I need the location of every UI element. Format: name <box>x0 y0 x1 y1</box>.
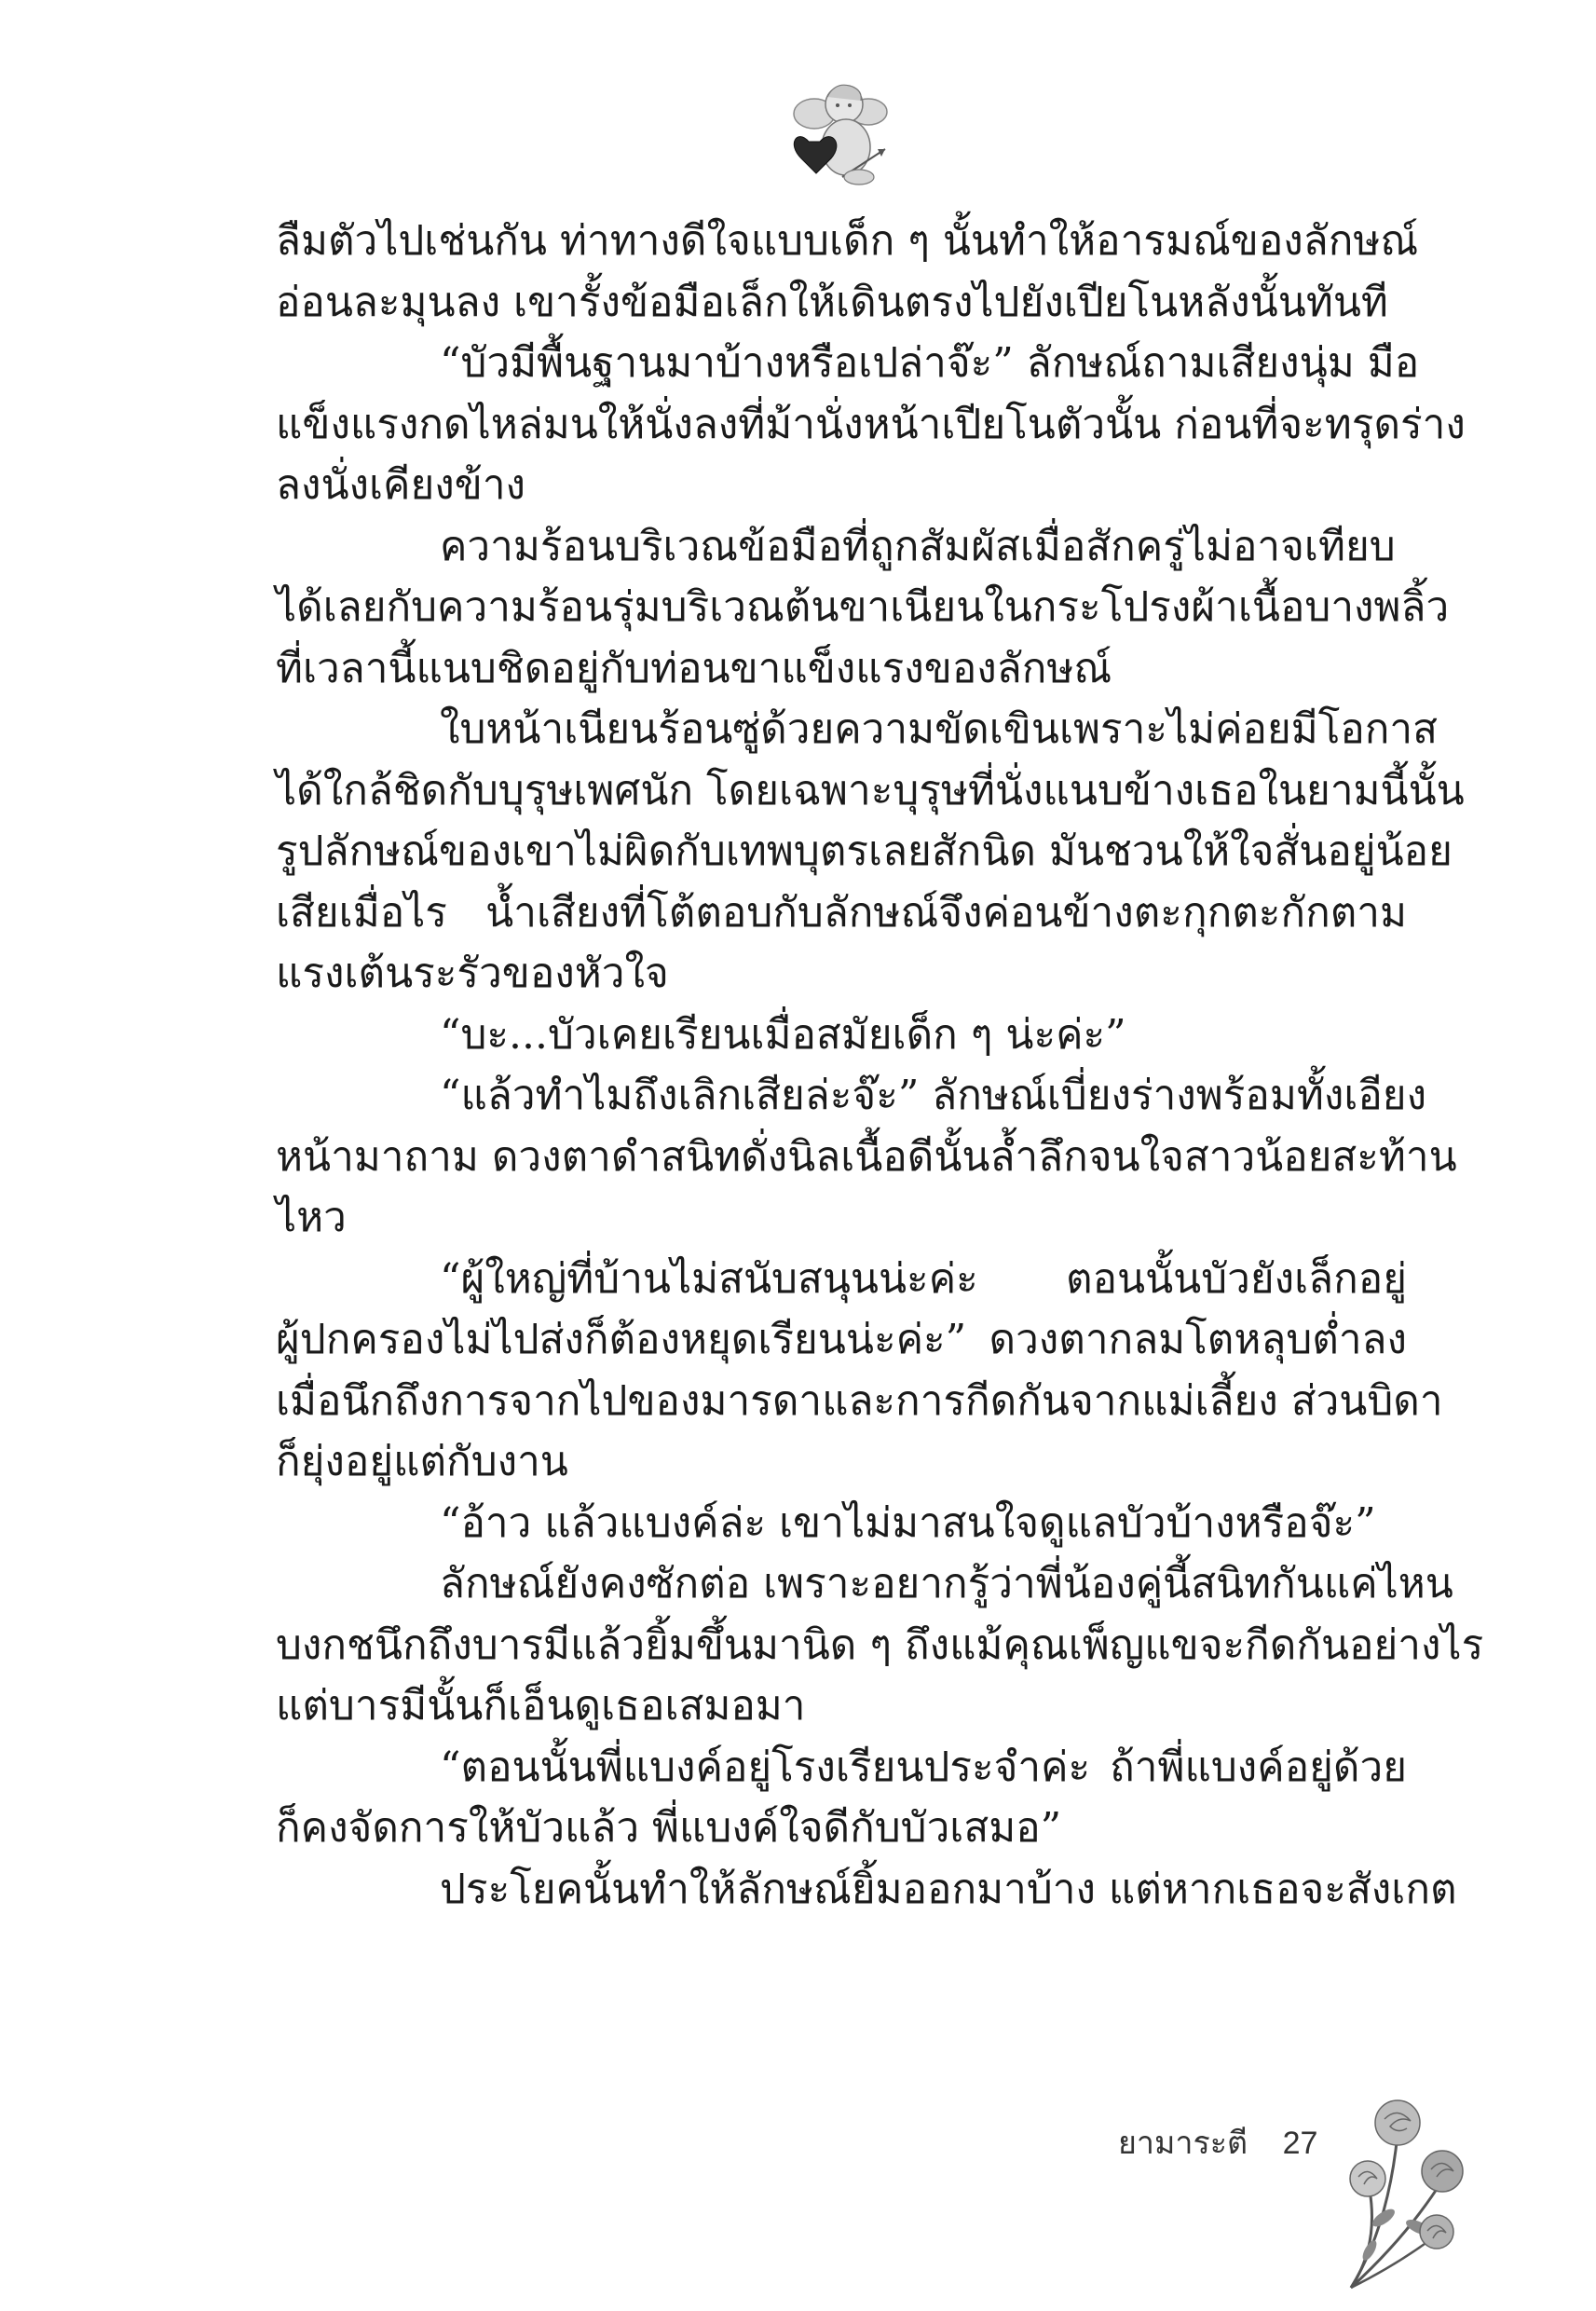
text-line: ไหว <box>276 1194 347 1241</box>
text-line: ลืมตัวไปเช่นกัน ท่าทางดีใจแบบเด็ก ๆ นั้นทำให้อารมณ์ของลักษณ์ <box>276 217 1419 265</box>
text-line: เมื่อนึกถึงการจากไปของมารดาและการกีดกันจากแม่เลี้ยง ส่วนบิดา <box>276 1376 1443 1425</box>
text-line: “บะ...บัวเคยเรียนเมื่อสมัยเด็ก ๆ น่ะค่ะ” <box>440 1010 1126 1059</box>
text-line: รูปลักษณ์ของเขาไม่ผิดกับเทพบุตรเลยสักนิด มันชวนให้ใจสั่นอยู่น้อย <box>276 827 1453 875</box>
text-line: ลักษณ์ยังคงซักต่อ เพราะอยากรู้ว่าพี่น้องคู่นี้สนิทกันแค่ไหน <box>440 1560 1453 1607</box>
text-line: ก็คงจัดการให้บัวแล้ว พี่แบงค์ใจดีกับบัวเสมอ” <box>276 1804 1062 1852</box>
text-line: อ่อนละมุนลง เขารั้งข้อมือเล็กให้เดินตรงไปยังเปียโนหลังนั้นทันที <box>276 278 1388 326</box>
text-line: แต่บารมีนั้นก็เอ็นดูเธอเสมอมา <box>276 1682 806 1730</box>
text-line: ใบหน้าเนียนร้อนซู่ด้วยความขัดเขินเพราะไม่ค่อยมีโอกาส <box>440 705 1438 753</box>
roses-icon <box>1332 2078 1472 2292</box>
book-title: ยามาระตี <box>1118 2126 1248 2161</box>
page-footer <box>1118 2115 1317 2171</box>
text-line: “แล้วทำไมถึงเลิกเสียล่ะจ๊ะ” ลักษณ์เบี่ยงร่างพร้อมทั้งเอียง <box>440 1072 1427 1119</box>
text-line: “ผู้ใหญ่ที่บ้านไม่สนับสนุนน่ะค่ะ ตอนนั้นบัวยังเล็กอยู่ <box>440 1254 1407 1303</box>
text-line: ผู้ปกครองไม่ไปส่งก็ต้องหยุดเรียนน่ะค่ะ” ดวงตากลมโตหลุบต่ำลง <box>276 1316 1407 1363</box>
text-line: แรงเต้นระรัวของหัวใจ <box>276 950 669 997</box>
text-line: ประโยคนั้นทำให้ลักษณ์ยิ้มออกมาบ้าง แต่หากเธอจะสังเกต <box>440 1865 1457 1913</box>
text-line: “บัวมีพื้นฐานมาบ้างหรือเปล่าจ๊ะ” ลักษณ์ถามเสียงนุ่ม มือ <box>440 339 1420 387</box>
text-line: หน้ามาถาม ดวงตาดำสนิทดั่งนิลเนื้อดีนั้นล้ำลึกจนใจสาวน้อยสะท้าน <box>276 1132 1457 1181</box>
text-line: ก็ยุ่งอยู่แต่กับงาน <box>276 1438 568 1485</box>
page-number: 27 <box>1282 2126 1318 2161</box>
text-line: เสียเมื่อไร น้ำเสียงที่โต้ตอบกับลักษณ์จึงค่อนข้างตะกุกตะกักตาม <box>276 888 1407 937</box>
body-text <box>276 211 1484 1920</box>
text-line: ที่เวลานี้แนบชิดอยู่กับท่อนขาแข็งแรงของลักษณ์ <box>276 644 1112 692</box>
text-line: “อ้าว แล้วแบงค์ล่ะ เขาไม่มาสนใจดูแลบัวบ้างหรือจ๊ะ” <box>440 1498 1376 1547</box>
text-line: ลงนั่งเคียงข้าง <box>276 461 526 509</box>
cherub-with-heart-icon <box>788 76 893 188</box>
text-line: ได้ใกล้ชิดกับบุรุษเพศนัก โดยเฉพาะบุรุษที่นั่งแนบข้างเธอในยามนี้นั้น <box>276 766 1465 814</box>
text-line: ความร้อนบริเวณข้อมือที่ถูกสัมผัสเมื่อสักครู่ไม่อาจเทียบ <box>440 522 1396 570</box>
text-line: บงกชนึกถึงบารมีแล้วยิ้มขึ้นมานิด ๆ ถึงแม้คุณเพ็ญแขจะกีดกันอย่างไร <box>276 1620 1484 1669</box>
text-line: แข็งแรงกดไหล่มนให้นั่งลงที่ม้านั่งหน้าเปียโนตัวนั้น ก่อนที่จะทรุดร่าง <box>276 400 1466 448</box>
text-line: “ตอนนั้นพี่แบงค์อยู่โรงเรียนประจำค่ะ ถ้าพี่แบงค์อยู่ด้วย <box>440 1743 1407 1791</box>
text-line: ได้เลยกับความร้อนรุ่มบริเวณต้นขาเนียนในกระโปรงผ้าเนื้อบางพลิ้ว <box>276 583 1450 631</box>
